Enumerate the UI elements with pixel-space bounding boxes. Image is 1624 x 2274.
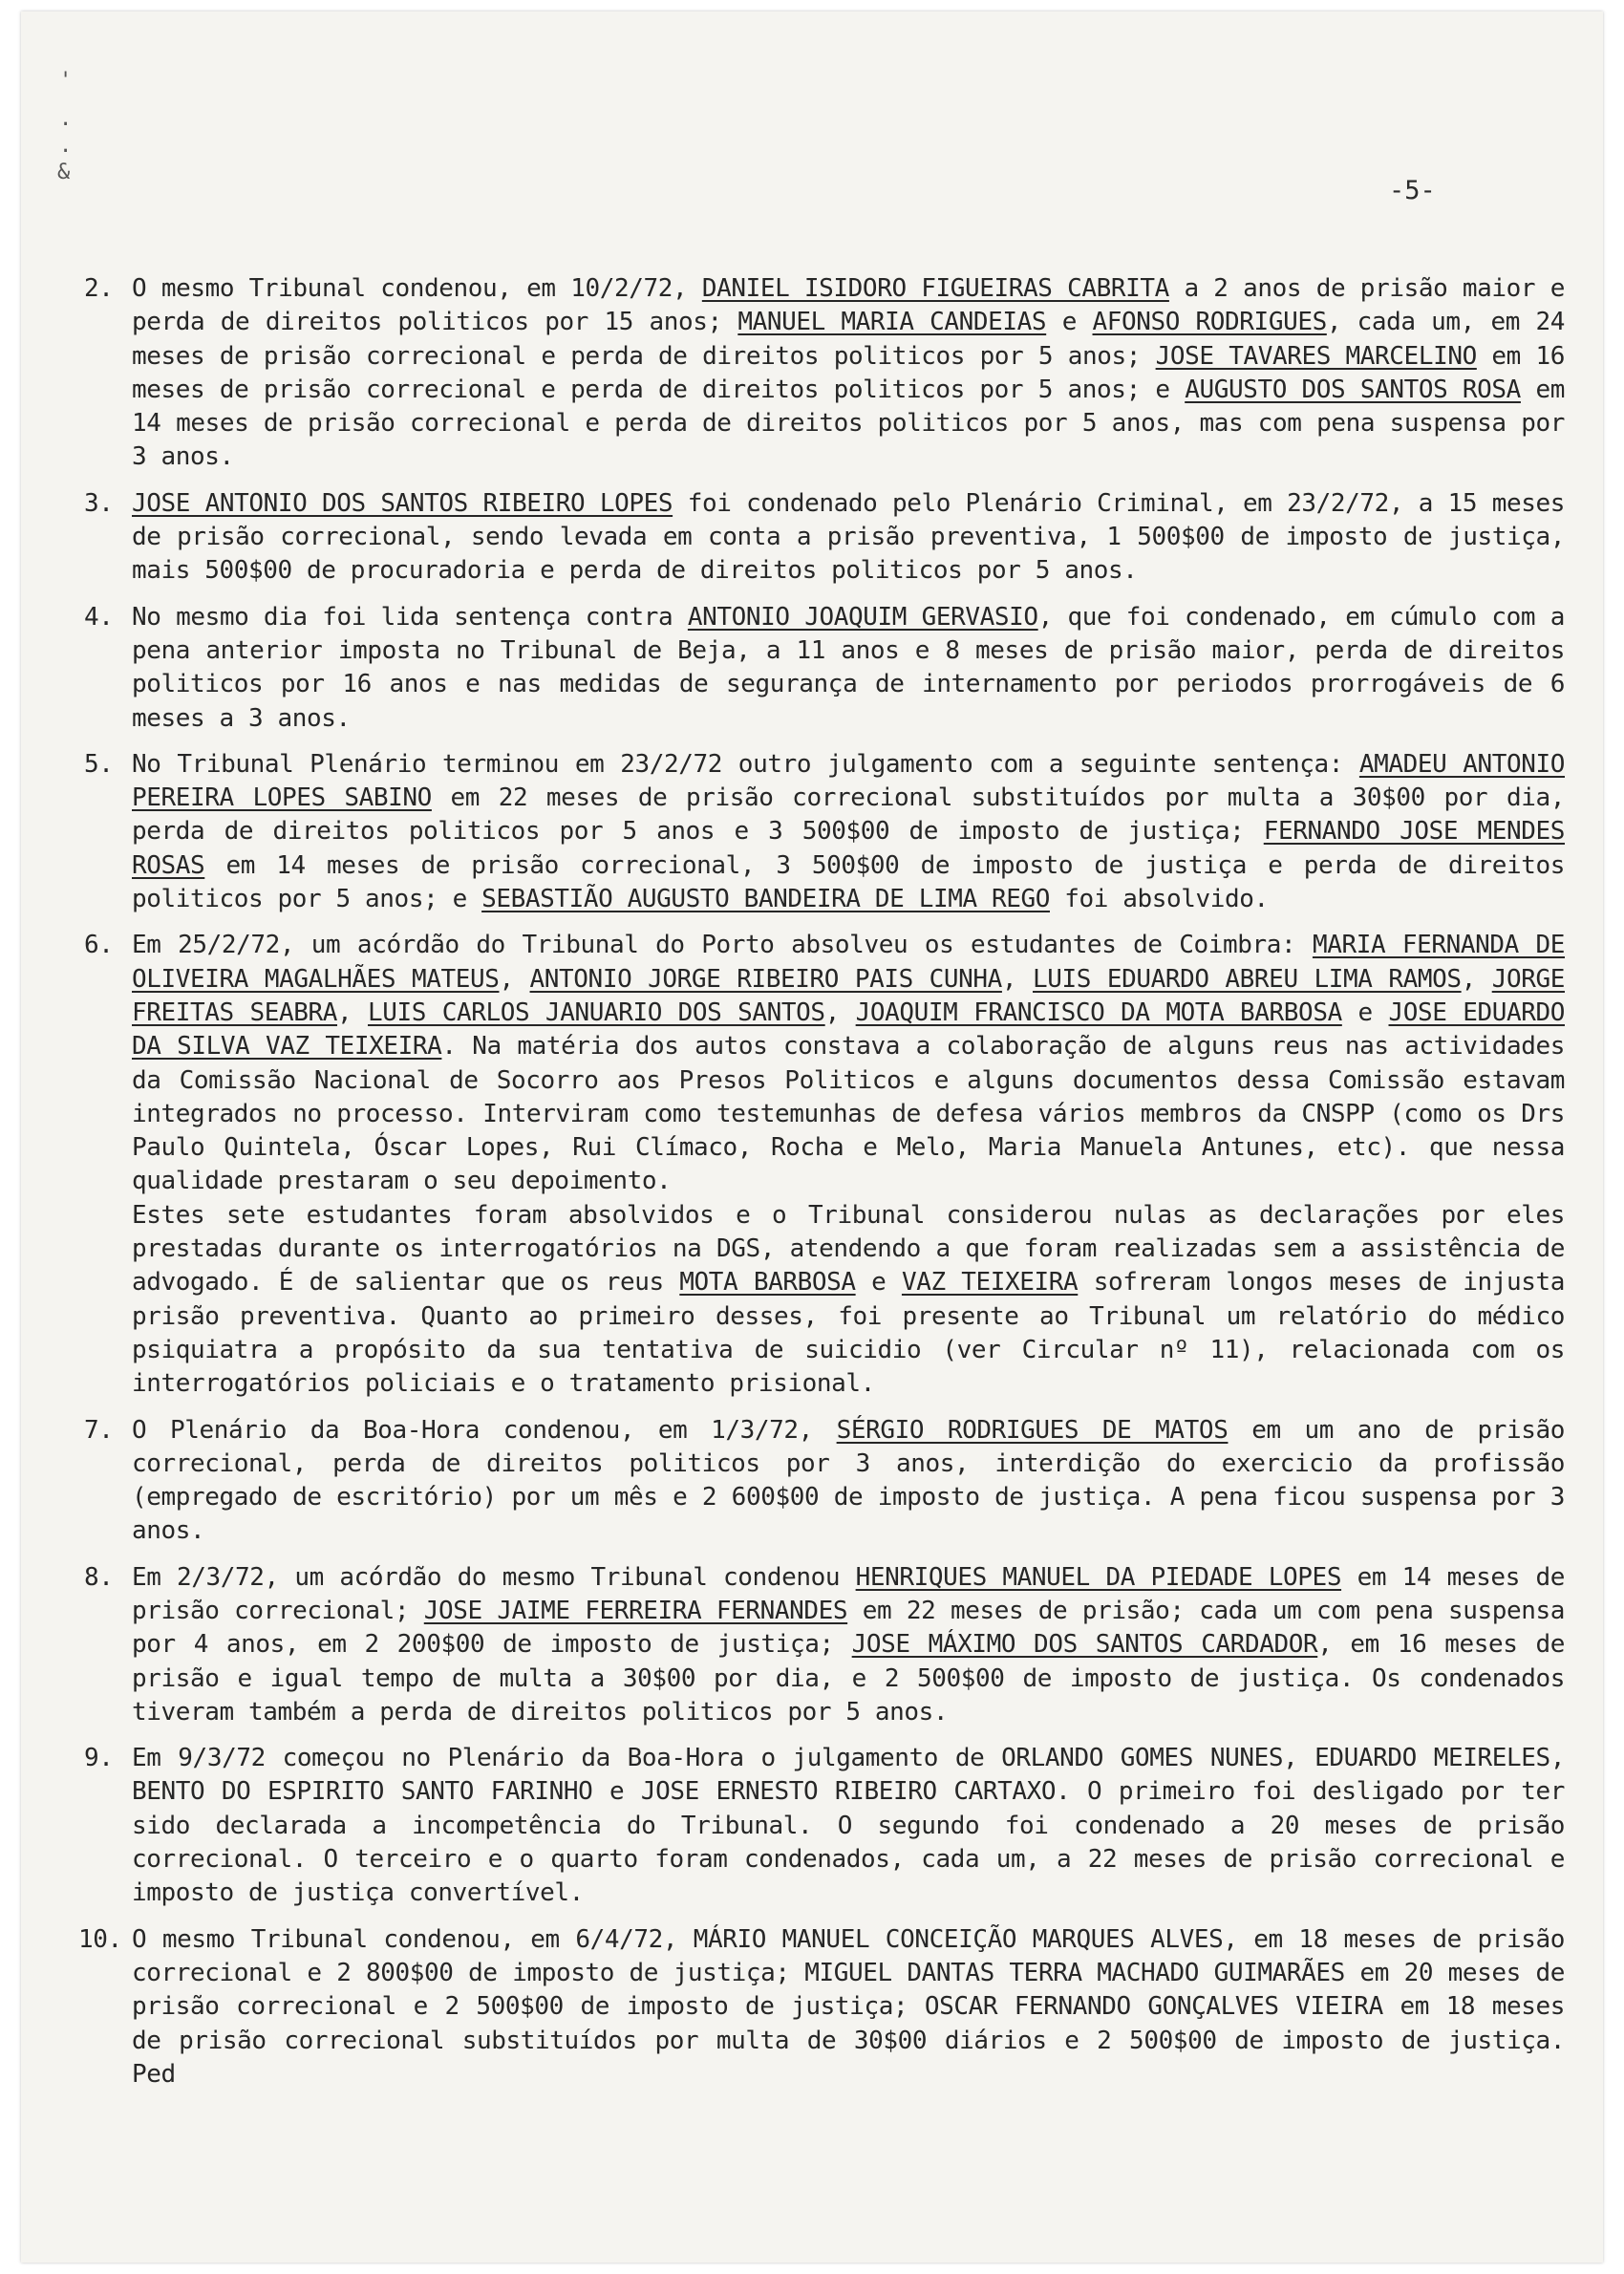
ruling-item [84, 272, 1565, 475]
text-run: , [824, 998, 856, 1027]
underlined-name: JOAQUIM FRANCISCO DA MOTA BARBOSA [855, 998, 1342, 1027]
underlined-name: MOTA BARBOSA [679, 1268, 856, 1298]
item-number: 9. [84, 1744, 114, 1773]
underlined-name: HENRIQUES MANUEL DA PIEDADE LOPES [855, 1562, 1342, 1592]
underlined-name: LUIS EDUARDO ABREU LIMA RAMOS [1033, 964, 1462, 994]
ruling-item [78, 1923, 1565, 2092]
text-run: foi condenado pelo Plenário Criminal, em 23/2/72, a 15 meses de prisão correcional, sendo levada em conta a prisão preventiva, 1 500$00 de imposto de justiça, mais 500$00 de procuradoria e perda de direitos politicos por 5 anos. [132, 488, 1566, 586]
document-page [21, 11, 1603, 2263]
ruling-item [84, 487, 1565, 589]
item-number: 2. [84, 274, 114, 303]
item-number: 10. [78, 1924, 122, 1954]
underlined-name: VAZ TEIXEIRA [901, 1268, 1079, 1298]
text-run: , que foi condenado, em cúmulo com a pena anterior imposta no Tribunal de Beja, a 11 anos e 8 meses de prisão maior, perda de direitos politicos por 16 anos e nas medidas de segurança de internamento por periodos prorrogáveis de 6 meses a 3 anos. [132, 602, 1565, 733]
margin-mark: . [59, 134, 73, 158]
text-run: e [855, 1268, 902, 1298]
item-number: 3. [84, 488, 114, 518]
underlined-name: AMADEU ANTONIO PEREIRA LOPES SABINO [132, 749, 1566, 813]
text-run: Estes sete estudantes foram absolvidos e o Tribunal considerou nulas as declarações por eles prestadas durante os interrogatórios na DGS, atendendo a que foram realizadas sem a assistência de advogado. É de salientar que os reus [132, 1200, 1565, 1298]
item-text [132, 929, 1565, 1401]
underlined-name: SÉRGIO RODRIGUES DE MATOS [836, 1415, 1229, 1445]
ruling-item [84, 1742, 1565, 1910]
text-run: , [1461, 964, 1492, 994]
ruling-item [84, 1414, 1565, 1549]
text-run: , [499, 964, 530, 994]
underlined-name: JOSE ANTONIO DOS SANTOS RIBEIRO LOPES [132, 488, 673, 518]
underlined-name: FERNANDO JOSE MENDES ROSAS [132, 817, 1565, 880]
item-text [132, 748, 1565, 916]
underlined-name: AUGUSTO DOS SANTOS ROSA [1185, 375, 1521, 404]
underlined-name: JOSE MÁXIMO DOS SANTOS CARDADOR [851, 1630, 1318, 1660]
underlined-name: ANTONIO JORGE RIBEIRO PAIS CUNHA [529, 964, 1002, 994]
text-run: em 14 meses de prisão correcional; [132, 1562, 1565, 1625]
underlined-name: MARIA FERNANDA DE OLIVEIRA MAGALHÃES MATEUS [132, 931, 1566, 994]
item-paragraph [132, 929, 1565, 1198]
item-paragraph [132, 1923, 1565, 2092]
text-run: , cada um, em 24 meses de prisão correcional e perda de direitos politicos por 5 anos; [132, 308, 1565, 371]
text-run: O mesmo Tribunal condenou, em 6/4/72, MÁRIO MANUEL CONCEIÇÃO MARQUES ALVES, em 18 meses de prisão correcional e 2 800$00 de imposto de justiça; MIGUEL DANTAS TERRA MACHADO GUIMARÃES em 20 meses de prisão correcional e 2 500$00 de imposto de justiça; OSCAR FERNANDO GONÇALVES VIEIRA em 18 meses de prisão correcional substituídos por multa de 30$00 diários e 2 500$00 de imposto de justiça. Ped [132, 1924, 1565, 2089]
ruling-list [78, 272, 1566, 2104]
text-run: Em 2/3/72, um acórdão do mesmo Tribunal condenou [132, 1562, 856, 1592]
text-run: Em 9/3/72 começou no Plenário da Boa-Hora o julgamento de ORLANDO GOMES NUNES, EDUARDO MEIRELES, BENTO DO ESPIRITO SANTO FARINHO e JOSE ERNESTO RIBEIRO CARTAXO. O primeiro foi desligado por ter sido declarada a incompetência do Tribunal. O segundo foi condenado a 20 meses de prisão correcional. O terceiro e o quarto foram condenados, cada um, a 22 meses de prisão correcional e imposto de justiça convertível. [132, 1744, 1565, 1908]
margin-mark: & [57, 161, 71, 184]
underlined-name: DANIEL ISIDORO FIGUEIRAS CABRITA [701, 274, 1169, 303]
underlined-name: MANUEL MARIA CANDEIAS [737, 308, 1047, 337]
text-run: No Tribunal Plenário terminou em 23/2/72 outro julgamento com a seguinte sentença: [132, 749, 1359, 779]
underlined-name: AFONSO RODRIGUES [1092, 308, 1327, 337]
item-number: 7. [84, 1415, 114, 1445]
text-run: sofreram longos meses de injusta prisão preventiva. Quanto ao primeiro desses, foi presente ao Tribunal um relatório do médico psiquiatra a propósito da sua tentativa de suicidio (ver Circular nº 11), relacionada com os interrogatórios policiais e o tratamento prisional. [132, 1268, 1565, 1399]
item-text [132, 487, 1565, 589]
item-paragraph [132, 1199, 1565, 1402]
text-run: O mesmo Tribunal condenou, em 10/2/72, [132, 274, 702, 303]
ruling-item [84, 601, 1565, 736]
underlined-name: JOSE TAVARES MARCELINO [1155, 341, 1477, 371]
item-number: 6. [84, 931, 114, 960]
underlined-name: JORGE FREITAS SEABRA [132, 964, 1565, 1027]
item-paragraph [132, 487, 1565, 589]
item-paragraph [132, 1742, 1565, 1910]
text-run: , [337, 998, 368, 1027]
text-run: O Plenário da Boa-Hora condenou, em 1/3/72, [132, 1415, 837, 1445]
item-paragraph [132, 272, 1565, 475]
page-number: -5- [1389, 176, 1436, 205]
item-text [132, 601, 1565, 736]
item-number: 8. [84, 1562, 114, 1592]
item-number: 5. [84, 749, 114, 779]
text-run: em 16 meses de prisão correcional e perda de direitos politicos por 5 anos; e [132, 341, 1565, 404]
item-paragraph [132, 1414, 1565, 1549]
item-paragraph [132, 748, 1565, 916]
text-run: , [1001, 964, 1033, 994]
item-text [132, 1923, 1565, 2092]
ruling-item [84, 929, 1565, 1401]
item-number: 4. [84, 602, 114, 632]
text-run: a 2 anos de prisão maior e perda de direitos politicos por 15 anos; [132, 274, 1566, 337]
text-run: em 22 meses de prisão; cada um com pena suspensa por 4 anos, em 2 200$00 de imposto de justiça; [132, 1596, 1565, 1660]
underlined-name: SEBASTIÃO AUGUSTO BANDEIRA DE LIMA REGO [481, 885, 1050, 914]
text-run: foi absolvido. [1049, 885, 1269, 914]
text-run: em 22 meses de prisão correcional substituídos por multa a 30$00 por dia, perda de direitos politicos por 5 anos e 3 500$00 de imposto de justiça; [132, 783, 1565, 847]
text-run: No mesmo dia foi lida sentença contra [132, 602, 688, 632]
item-text [132, 1561, 1565, 1729]
text-run: em um ano de prisão correcional, perda de direitos politicos por 3 anos, interdição do exercicio da profissão (empregado de escritório) por um mês e 2 600$00 de imposto de justiça. A pena ficou suspensa por 3 anos. [132, 1415, 1565, 1546]
text-run: e [1341, 998, 1389, 1027]
ruling-item [84, 1561, 1565, 1729]
margin-mark: ' [59, 69, 73, 93]
item-text [132, 1414, 1565, 1549]
ruling-item [84, 748, 1565, 916]
item-paragraph [132, 1561, 1565, 1729]
text-run: . Na matéria dos autos constava a colaboração de alguns reus nas actividades da Comissão Nacional de Socorro aos Presos Politicos e alguns documentos dessa Comissão estavam integrados no processo. Interviram como testemunhas de defesa vários membros da CNSPP (como os Drs Paulo Quintela, Óscar Lopes, Rui Clímaco, Rocha e Melo, Maria Manuela Antunes, etc). que nessa qualidade prestaram o seu depoimento. [132, 1032, 1565, 1196]
text-run: em 14 meses de prisão correcional, 3 500$00 de imposto de justiça e perda de direitos politicos por 5 anos; e [132, 850, 1565, 914]
text-run: em 14 meses de prisão correcional e perda de direitos politicos por 5 anos, mas com pena suspensa por 3 anos. [132, 375, 1566, 472]
item-text [132, 272, 1565, 475]
underlined-name: LUIS CARLOS JANUARIO DOS SANTOS [367, 998, 825, 1027]
item-text [132, 1742, 1565, 1910]
underlined-name: JOSE EDUARDO DA SILVA VAZ TEIXEIRA [132, 998, 1565, 1062]
margin-mark: . [59, 107, 73, 131]
underlined-name: ANTONIO JOAQUIM GERVASIO [687, 602, 1038, 632]
text-run: , em 16 meses de prisão e igual tempo de multa a 30$00 por dia, e 2 500$00 de imposto de justiça. Os condenados tiveram também a perda de direitos politicos por 5 anos. [132, 1630, 1565, 1727]
item-paragraph [132, 601, 1565, 736]
text-run: Em 25/2/72, um acórdão do Tribunal do Porto absolveu os estudantes de Coimbra: [132, 931, 1313, 960]
underlined-name: JOSE JAIME FERREIRA FERNANDES [423, 1596, 848, 1625]
text-run: e [1046, 308, 1093, 337]
